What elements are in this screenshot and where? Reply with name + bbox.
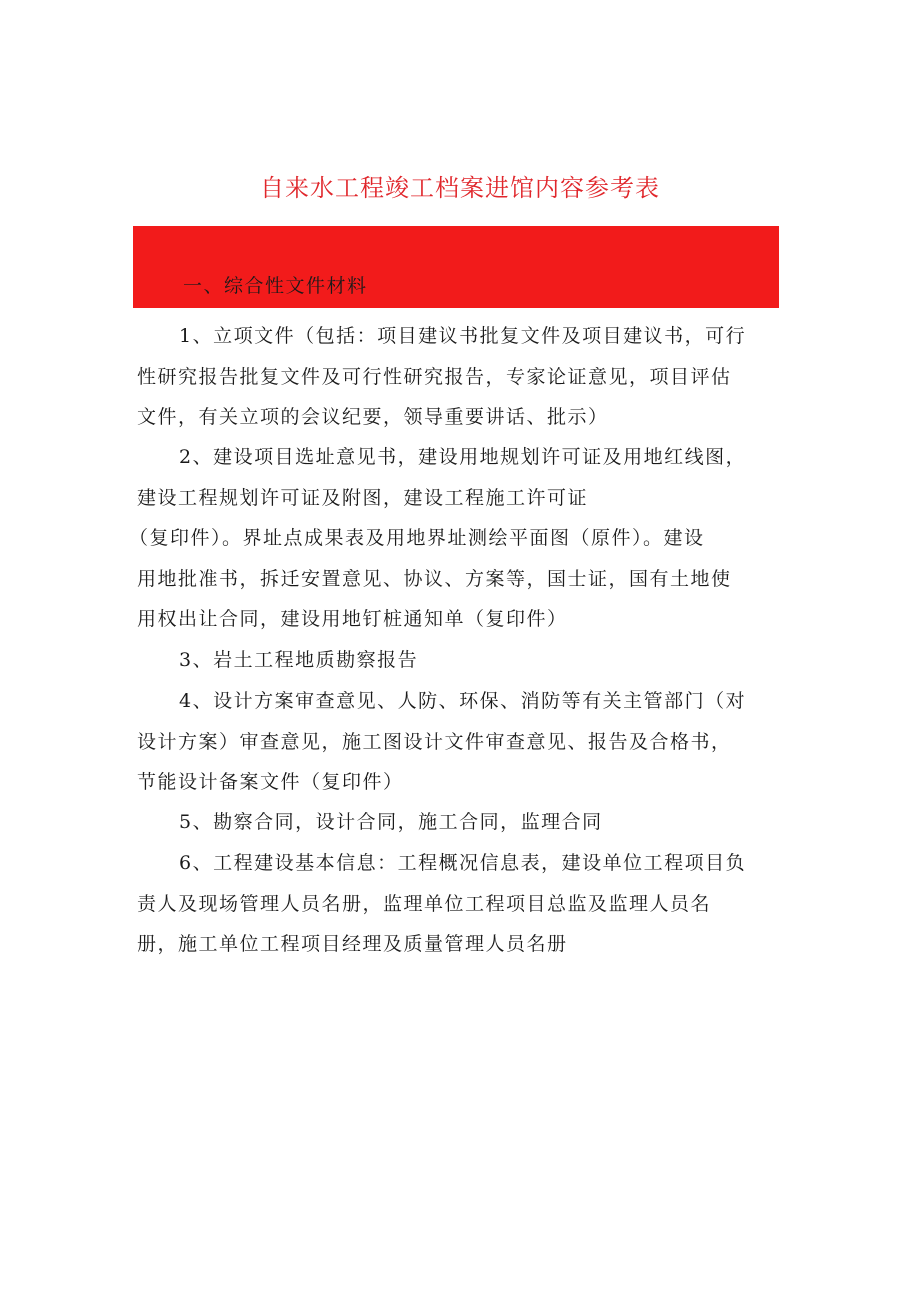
paragraph-line: 文件，有关立项的会议纪要，领导重要讲话、批示） [137, 406, 609, 428]
section-highlight-band [133, 226, 779, 308]
list-item-1 [137, 316, 779, 438]
list-item-5 [137, 802, 779, 843]
paragraph-line: 6、工程建设基本信息：工程概况信息表，建设单位工程项目负 [179, 852, 747, 874]
list-item-3 [137, 640, 779, 681]
paragraph-line: 册，施工单位工程项目经理及质量管理人员名册 [137, 933, 568, 955]
list-item-6 [137, 843, 779, 965]
paragraph-line: 责人及现场管理人员名册，监理单位工程项目总监及监理人员名 [137, 892, 712, 915]
paragraph-line: 用地批准书，拆迁安置意见、协议、方案等，国士证，国有土地使 [137, 567, 732, 590]
paragraph-line: 2、建设项目选址意见书，建设用地规划许可证及用地红线图， [179, 446, 747, 468]
paragraph-line: 3、岩土工程地质勘察报告 [179, 649, 419, 671]
list-item-2 [129, 437, 779, 640]
paragraph-line: 4、设计方案审查意见、人防、环保、消防等有关主管部门（对 [179, 690, 747, 712]
list-item-4 [137, 681, 779, 803]
paragraph-line: 用权出让合同，建设用地钉桩通知单（复印件） [137, 608, 568, 630]
paragraph-line: 设计方案）审查意见，施工图设计文件审查意见、报告及合格书， [137, 730, 732, 753]
document-title: 自来水工程竣工档案进馆内容参考表 [260, 174, 660, 202]
paragraph-line: 1、立项文件（包括：项目建议书批复文件及项目建议书，可行 [179, 325, 747, 347]
paragraph-line: 节能设计备案文件（复印件） [137, 771, 404, 793]
paragraph-line: （复印件）。界址点成果表及用地界址测绘平面图（原件）。建设 [129, 527, 705, 549]
paragraph-line: 性研究报告批复文件及可行性研究报告，专家论证意见，项目评估 [137, 365, 732, 388]
paragraph-line: 建设工程规划许可证及附图，建设工程施工许可证 [137, 486, 589, 509]
section-heading: 一、综合性文件材料 [183, 275, 368, 297]
paragraph-line: 5、勘察合同，设计合同，施工合同，监理合同 [179, 811, 603, 833]
